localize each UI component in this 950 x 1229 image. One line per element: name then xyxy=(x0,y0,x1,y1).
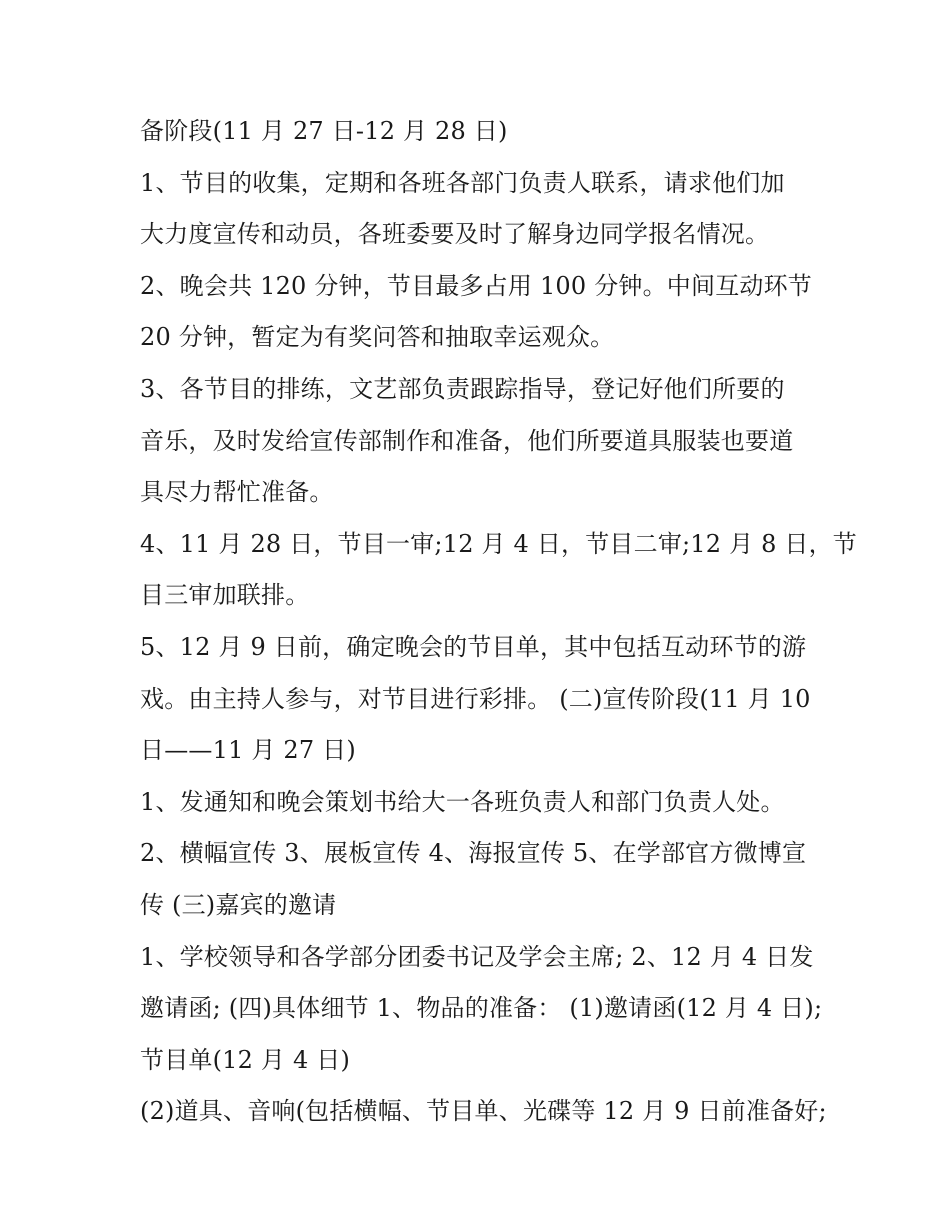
text-line: 目三审加联排。 xyxy=(140,581,310,610)
text-line: 邀请函; (四)具体细节 1、物品的准备： (1)邀请函(12 月 4 日); xyxy=(140,994,823,1023)
text-line: 备阶段(11 月 27 日-12 月 28 日) xyxy=(140,117,508,145)
text-line: 1、节目的收集，定期和各班各部门负责人联系，请求他们加 xyxy=(140,168,785,197)
text-line: 2、横幅宣传 3、展板宣传 4、海报宣传 5、在学部官方微博宣 xyxy=(140,839,807,868)
text-line: 20 分钟，暂定为有奖问答和抽取幸运观众。 xyxy=(140,323,615,352)
text-line: 1、发通知和晚会策划书给大一各班负责人和部门负责人处。 xyxy=(140,787,785,816)
text-line: 3、各节目的排练，文艺部负责跟踪指导，登记好他们所要的 xyxy=(140,374,785,403)
text-line: 日——11 月 27 日) xyxy=(140,736,356,765)
text-line: 节目单(12 月 4 日) xyxy=(140,1045,351,1074)
text-line: 戏。由主持人参与，对节目进行彩排。 (二)宣传阶段(11 月 10 xyxy=(140,684,811,713)
document-body xyxy=(140,106,857,1138)
text-line: 1、学校领导和各学部分团委书记及学会主席; 2、12 月 4 日发 xyxy=(140,942,814,971)
text-line: 5、12 月 9 日前，确定晚会的节目单，其中包括互动环节的游 xyxy=(140,632,807,661)
text-line: 4、11 月 28 日，节目一审;12 月 4 日，节目二审;12 月 8 日，节 xyxy=(140,529,857,558)
text-line: 音乐，及时发给宣传部制作和准备，他们所要道具服装也要道 xyxy=(140,426,794,455)
text-line: 大力度宣传和动员，各班委要及时了解身边同学报名情况。 xyxy=(140,220,770,249)
text-line: (2)道具、音响(包括横幅、节目单、光碟等 12 月 9 日前准备好; xyxy=(140,1097,827,1126)
text-line: 具尽力帮忙准备。 xyxy=(140,478,334,507)
text-line: 传 (三)嘉宾的邀请 xyxy=(140,890,337,919)
text-line: 2、晚会共 120 分钟，节目最多占用 100 分钟。中间互动环节 xyxy=(140,271,813,300)
